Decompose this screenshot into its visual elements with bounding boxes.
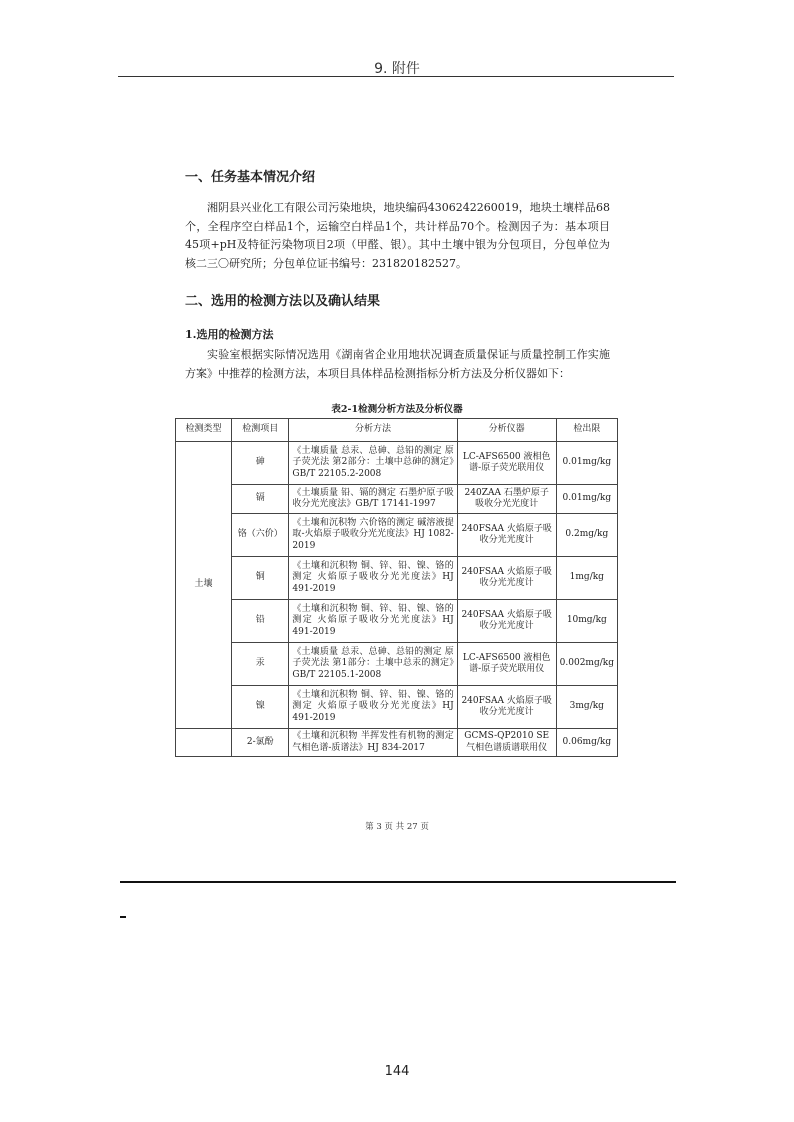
method-cell: 《土壤和沉积物 铜、锌、铅、镍、铬的测定 火焰原子吸收分光光度法》HJ 491-2019: [289, 686, 457, 729]
header-instrument: 分析仪器: [457, 419, 556, 442]
instrument-cell: 240ZAA 石墨炉原子吸收分光光度计: [457, 485, 556, 514]
item-cell: 镍: [232, 686, 289, 729]
instrument-cell: LC-AFS6500 液相色谱-原子荧光联用仪: [457, 643, 556, 686]
limit-cell: 3mg/kg: [556, 686, 617, 729]
table-row: [176, 686, 618, 729]
item-cell: 镉: [232, 485, 289, 514]
item-cell: 铜: [232, 557, 289, 600]
methods-table: [175, 418, 618, 757]
page-header: 9. 附件: [374, 61, 420, 77]
section-title-2: 二、选用的检测方法以及确认结果: [185, 294, 381, 309]
table-caption: 表2-1检测分析方法及分析仪器: [331, 404, 463, 415]
methods-intro-paragraph: 实验室根据实际情况选用《湖南省企业用地状况调查质量保证与质量控制工作实施方案》中推荐的检测方法，本项目具体样品检测指标分析方法及分析仪器如下：: [185, 348, 610, 380]
page-count: 第 3 页 共 27 页: [365, 822, 429, 832]
category-cell: 土壤: [176, 442, 232, 729]
table-header-row: [176, 419, 618, 442]
limit-cell: 0.01mg/kg: [556, 485, 617, 514]
method-cell: 《土壤质量 总汞、总砷、总铅的测定 原子荧光法 第2部分：土壤中总砷的测定》GB/T 22105.2-2008: [289, 442, 457, 485]
header-method: 分析方法: [289, 419, 457, 442]
header-divider: [118, 76, 674, 77]
limit-cell: 0.01mg/kg: [556, 442, 617, 485]
table-row: [176, 557, 618, 600]
limit-cell: 0.002mg/kg: [556, 643, 617, 686]
header-limit: 检出限: [556, 419, 617, 442]
instrument-cell: 240FSAA 火焰原子吸收分光光度计: [457, 514, 556, 557]
table-row: [176, 600, 618, 643]
limit-cell: 0.06mg/kg: [556, 729, 617, 757]
instrument-cell: GCMS-QP2010 SE 气相色谱质谱联用仪: [457, 729, 556, 757]
method-cell: 《土壤和沉积物 铜、锌、铅、镍、铬的测定 火焰原子吸收分光光度法》HJ 491-2019: [289, 600, 457, 643]
subsection-title: 1.选用的检测方法: [185, 328, 274, 341]
item-cell: 铬（六价）: [232, 514, 289, 557]
method-cell: 《土壤质量 铅、镉的测定 石墨炉原子吸收分光光度法》GB/T 17141-1997: [289, 485, 457, 514]
item-cell: 铅: [232, 600, 289, 643]
dash-mark: [120, 916, 126, 918]
limit-cell: 1mg/kg: [556, 557, 617, 600]
method-cell: 《土壤和沉积物 六价铬的测定 碱溶液提取-火焰原子吸收分光光度法》HJ 1082-2019: [289, 514, 457, 557]
instrument-cell: LC-AFS6500 液相色谱-原子荧光联用仪: [457, 442, 556, 485]
instrument-cell: 240FSAA 火焰原子吸收分光光度计: [457, 686, 556, 729]
table-row: [176, 514, 618, 557]
category-cell-empty: [176, 729, 232, 757]
table-row: [176, 485, 618, 514]
instrument-cell: 240FSAA 火焰原子吸收分光光度计: [457, 600, 556, 643]
method-cell: 《土壤质量 总汞、总砷、总铅的测定 原子荧光法 第1部分：土壤中总汞的测定》GB/T 22105.1-2008: [289, 643, 457, 686]
method-cell: 《土壤和沉积物 铜、锌、铅、镍、铬的测定 火焰原子吸收分光光度法》HJ 491-2019: [289, 557, 457, 600]
table-row: [176, 442, 618, 485]
header-item: 检测项目: [232, 419, 289, 442]
item-cell: 汞: [232, 643, 289, 686]
limit-cell: 0.2mg/kg: [556, 514, 617, 557]
instrument-cell: 240FSAA 火焰原子吸收分光光度计: [457, 557, 556, 600]
method-cell: 《土壤和沉积物 半挥发性有机物的测定 气相色谱-质谱法》HJ 834-2017: [289, 729, 457, 757]
limit-cell: 10mg/kg: [556, 600, 617, 643]
table-row: [176, 643, 618, 686]
task-intro-paragraph: 湘阴县兴业化工有限公司污染地块，地块编码4306242260019，地块土壤样品68个，全程序空白样品1个，运输空白样品1个，共计样品70个。检测因子为：基本项目45项+pH及特征污染物项目2项（甲醛、银）。其中土壤中银为分包项目，分包单位为核二三〇研究所；分包单位证书编号：231820182527。: [185, 201, 610, 270]
footer-divider: [120, 881, 676, 883]
item-cell: 2-氯酚: [232, 729, 289, 757]
table-row: [176, 729, 618, 757]
section-title-1: 一、任务基本情况介绍: [185, 170, 316, 185]
page-number: 144: [384, 1064, 410, 1079]
item-cell: 砷: [232, 442, 289, 485]
header-category: 检测类型: [176, 419, 232, 442]
